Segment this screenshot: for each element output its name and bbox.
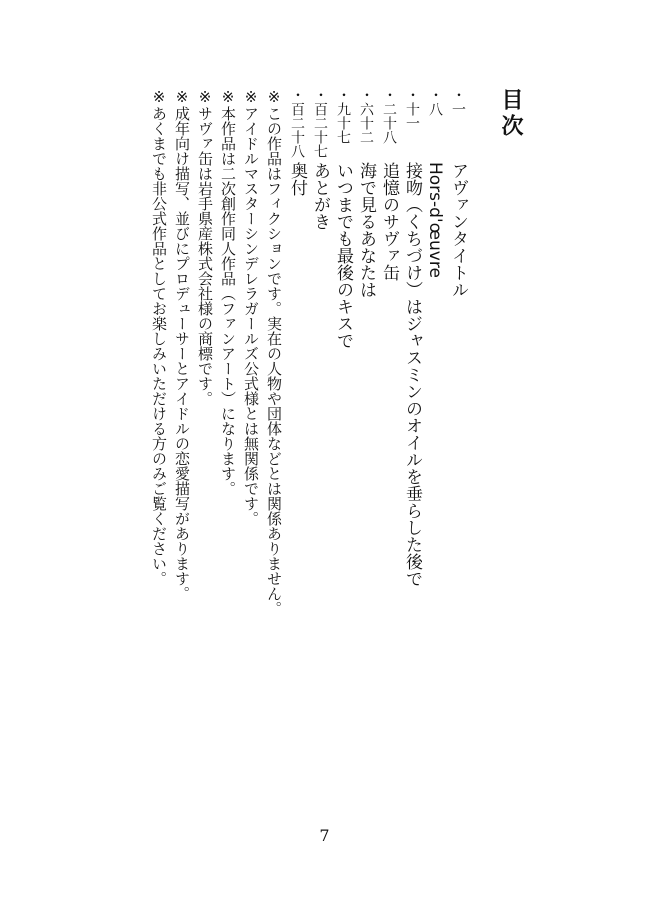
toc-entry-label: あとがき [310,162,330,230]
note-item: ※あくまでも非公式作品としてお楽しみいただける方のみご覧ください。 [150,88,168,586]
toc-entry: 百二十八奥付 [287,102,307,196]
toc-entry: 十一接吻（くちづけ）はジャスミンのオイルを垂らした後で [402,102,422,587]
toc-entry: 八Hors-d'œuvre [425,102,445,278]
note-item: ※本作品は二次創作同人作品（ファンアート）になります。 [219,88,237,496]
toc-entry-label: 奥付 [287,162,307,196]
toc-entry-label: いつまでも最後のキスで [333,162,353,349]
toc-entry-label: 追憶のサヴァ缶 [379,162,399,281]
toc-title: 目次 [498,88,523,140]
note-item: ※この作品はフィクションです。実在の人物や団体などとは関係ありません。 [265,88,283,616]
note-item: ※アイドルマスターシンデレラガールズ公式様とは無関係です。 [242,88,260,526]
toc-entry-label: Hors-d'œuvre [425,162,445,278]
note-item: ※サヴァ缶は岩手県産株式会社様の商標です。 [196,88,214,406]
toc-entry: 九十七いつまでも最後のキスで [333,102,353,349]
toc-entry: 百二十七あとがき [310,102,330,230]
toc-entry: 六十二海で見るあなたは [356,102,376,298]
vertical-text-block [147,88,521,778]
notes-list [147,88,285,778]
page-number: 7 [319,826,330,845]
toc-entry-label: 海で見るあなたは [356,162,376,298]
toc-entry: 一アヴァンタイトル [448,102,468,298]
toc-entry-label: 接吻（くちづけ）はジャスミンのオイルを垂らした後で [402,162,422,587]
note-item: ※成年向け描写、並びにプロデューサーとアイドルの恋愛描写があります。 [173,88,191,601]
toc-entry: 二十八追憶のサヴァ缶 [379,102,399,281]
toc-list [285,88,469,750]
toc-entry-label: アヴァンタイトル [448,162,468,298]
